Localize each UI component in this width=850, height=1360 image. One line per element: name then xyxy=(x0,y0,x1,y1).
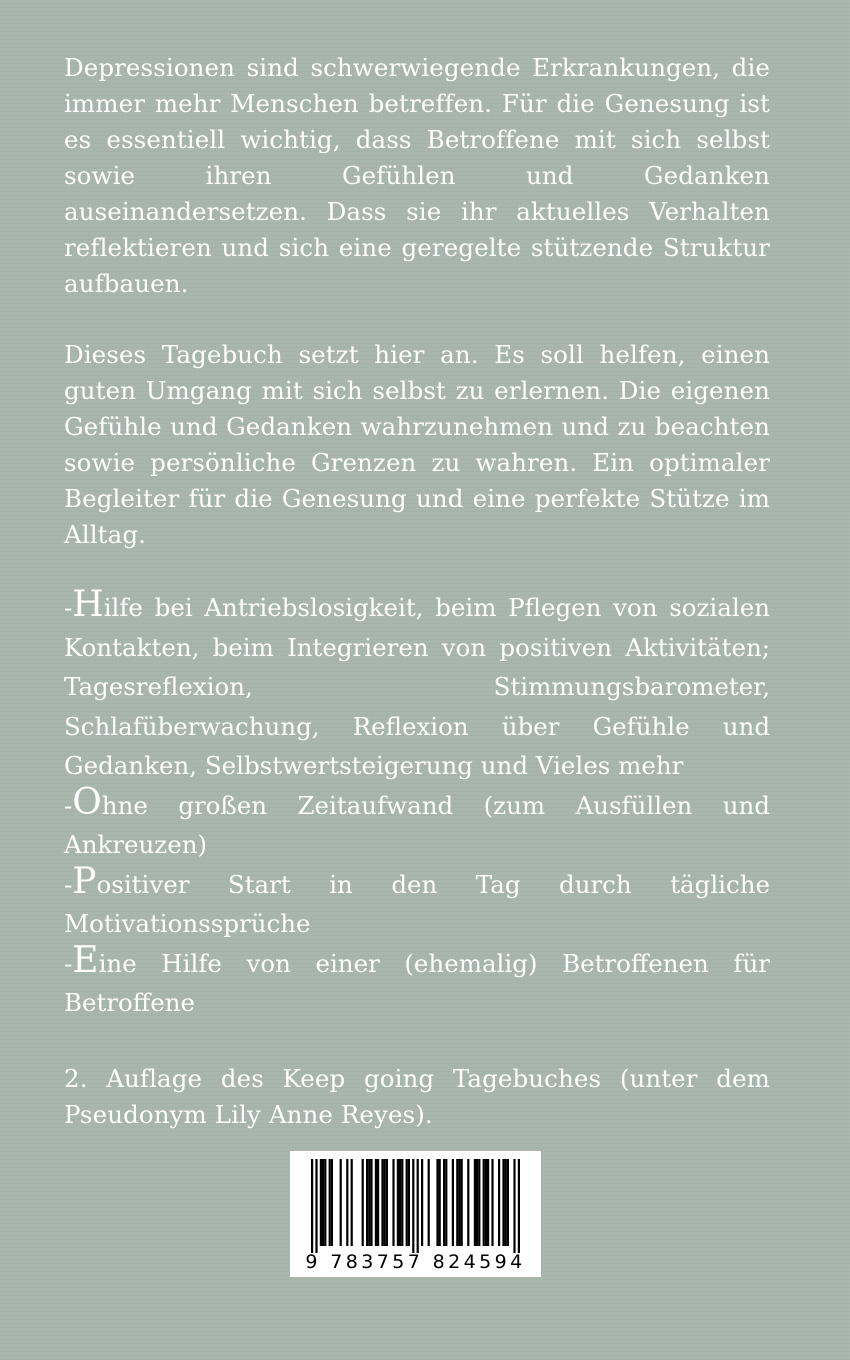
bullet-dash: - xyxy=(64,869,73,899)
blurb xyxy=(64,50,770,1133)
barcode-bar xyxy=(331,1159,333,1246)
list-item xyxy=(64,939,770,1023)
barcode-bar xyxy=(439,1159,441,1246)
bullet-dash: - xyxy=(64,948,73,978)
barcode-bar xyxy=(498,1159,500,1246)
barcode-bar xyxy=(329,1159,331,1246)
barcode-bar xyxy=(384,1159,386,1246)
list-item xyxy=(64,860,770,944)
barcode-bar xyxy=(502,1159,504,1246)
barcode-bar xyxy=(370,1159,372,1246)
barcode-bar xyxy=(417,1159,419,1253)
bullet-initial: E xyxy=(72,939,99,981)
barcode-bar xyxy=(311,1159,313,1253)
barcode-bar xyxy=(474,1159,476,1246)
barcode-bar xyxy=(401,1159,403,1246)
barcode-bar xyxy=(513,1159,515,1253)
barcode-bar xyxy=(397,1159,399,1246)
barcode-bar xyxy=(351,1159,353,1246)
barcode-bar xyxy=(428,1159,430,1246)
barcode-bar xyxy=(366,1159,368,1246)
barcode-bar xyxy=(491,1159,493,1246)
barcode-bar xyxy=(381,1159,383,1246)
barcode-bar xyxy=(507,1159,509,1246)
barcode-bar xyxy=(458,1159,460,1246)
barcode-bar xyxy=(436,1159,438,1246)
barcode-bar xyxy=(320,1159,322,1246)
barcode-bar xyxy=(505,1159,507,1246)
barcode-bar xyxy=(476,1159,478,1246)
barcode-bar xyxy=(461,1159,463,1246)
barcode-bar xyxy=(408,1159,410,1246)
barcode-bar xyxy=(377,1159,379,1246)
barcode-bar xyxy=(315,1159,317,1253)
barcode-bar xyxy=(456,1159,458,1246)
barcode-bar xyxy=(452,1159,454,1246)
bullet-initial: H xyxy=(72,584,104,625)
barcode-bar xyxy=(518,1159,520,1253)
barcode-bar xyxy=(362,1159,364,1246)
barcode-bar xyxy=(443,1159,445,1246)
barcode-bar xyxy=(483,1159,485,1246)
barcode-bar xyxy=(324,1159,326,1246)
barcode-bar xyxy=(399,1159,401,1246)
barcode-bar xyxy=(368,1159,370,1246)
bullet-dash: - xyxy=(64,593,73,622)
edition-note: 2. Auflage des Keep going Tagebuches (unter dem Pseudonym Lily Anne Reyes). xyxy=(64,1063,770,1129)
barcode-bar xyxy=(322,1159,324,1246)
barcode-bar xyxy=(487,1159,489,1246)
bullet-text: ilfe bei Antriebslosigkeit, beim Pflegen von sozialen Kontakten, beim Integrieren von positiven Aktivitäten; Tagesreflexion, Stimmungsbarometer, Schlafüberwachung, Reflexion über Gefühle und Gedanken, Selbstwertsteigerung und Vieles mehr xyxy=(64,593,770,780)
barcode-bar xyxy=(340,1159,342,1246)
bullet-initial: P xyxy=(72,860,97,902)
list-item xyxy=(64,584,770,786)
barcode-bar xyxy=(375,1159,377,1246)
bullet-initial: O xyxy=(72,781,102,823)
barcode-bar xyxy=(346,1159,348,1246)
barcode-bar xyxy=(445,1159,447,1246)
barcode-bar xyxy=(478,1159,480,1246)
list-item xyxy=(64,781,770,865)
barcode-bar xyxy=(467,1159,469,1246)
bullet-text: hne großen Zeitaufwand (zum Ausfüllen und Ankreuzen) xyxy=(64,790,770,859)
isbn-barcode xyxy=(290,1151,541,1277)
barcode-bar xyxy=(386,1159,388,1246)
purpose-paragraph: Dieses Tagebuch setzt hier an. Es soll helfen, einen guten Umgang mit sich selbst zu erlernen. Die eigenen Gefühle und Gedanken wahrzunehmen und zu beachten sowie persönliche Grenzen zu wahren. Ein optimaler Begleiter für die Genesung und eine perfekte Stütze im Alltag. xyxy=(64,340,770,549)
barcode-bar xyxy=(412,1159,414,1253)
intro-paragraph: Depressionen sind schwerwiegende Erkrankungen, die immer mehr Menschen betreffen. Für die Genesung ist es essentiell wichtig, dass Betroffene mit sich selbst sowie ihren Gefühlen und Gedanken auseinandersetzen. Dass sie ihr aktuelles Verhalten reflektieren und sich eine geregelte stützende Struktur aufbauen. xyxy=(64,53,770,298)
barcode-bar xyxy=(485,1159,487,1246)
bullet-text: ine Hilfe von einer (ehemalig) Betroffenen für Betroffene xyxy=(64,948,770,1017)
barcode-bar xyxy=(406,1159,408,1246)
bullet-dash: - xyxy=(64,790,73,820)
feature-list xyxy=(64,584,770,1023)
barcode-bar xyxy=(421,1159,423,1246)
barcode-bar xyxy=(392,1159,394,1246)
bullet-text: ositiver Start in den Tag durch tägliche Motivationssprüche xyxy=(64,869,770,938)
isbn-digits: 9 783757 824594 xyxy=(305,1251,526,1273)
